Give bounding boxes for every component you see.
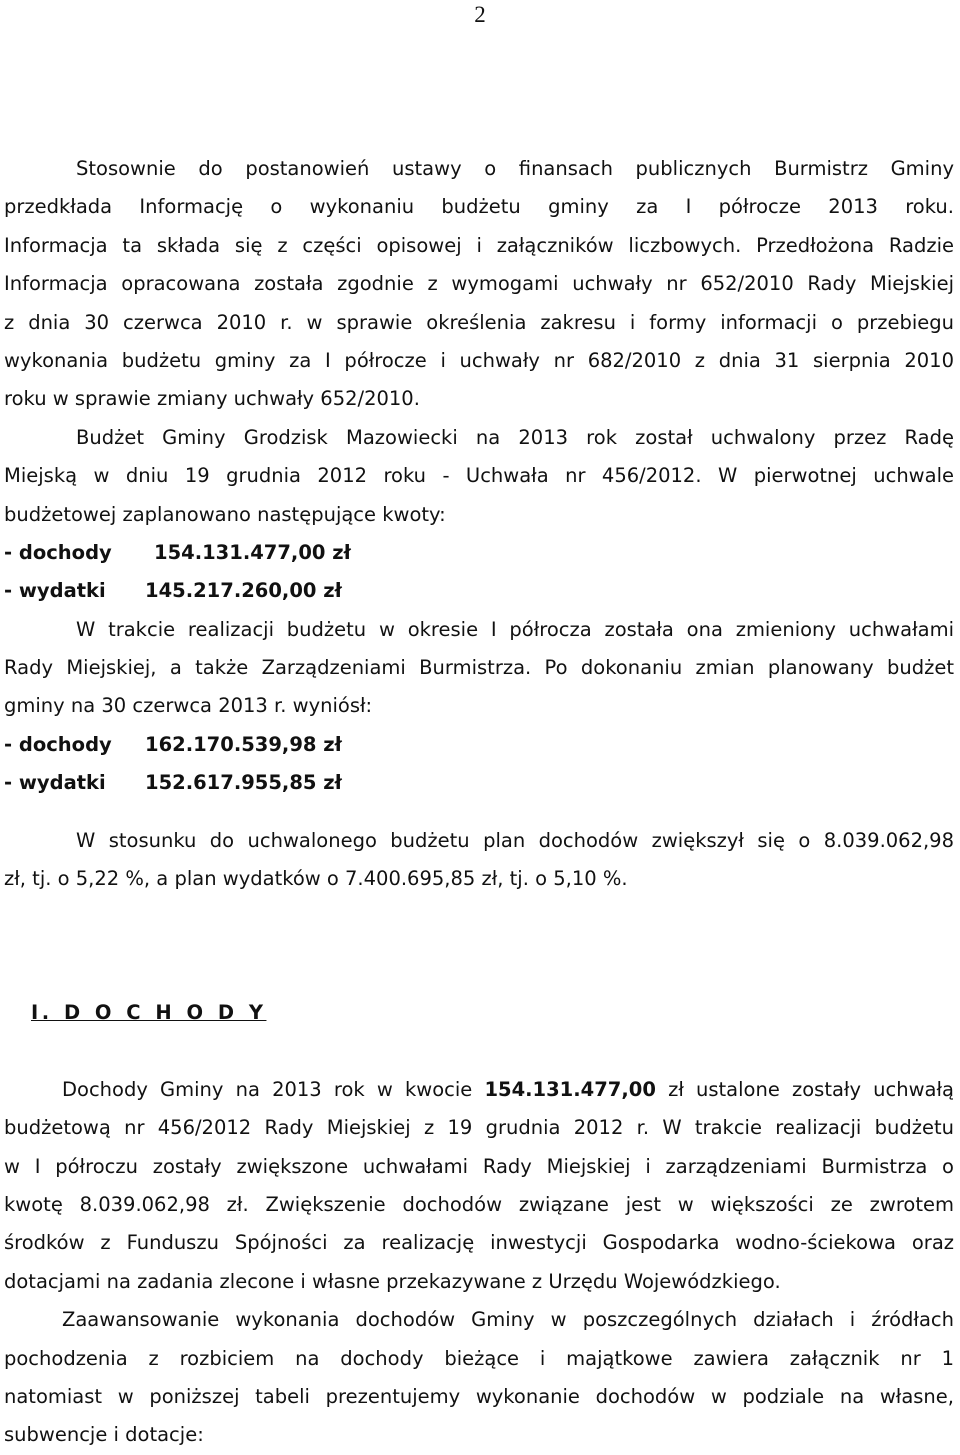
- text-line: dotacjami na zadania zlecone i własne przekazywane z Urzędu Wojewódzkiego.: [4, 1269, 781, 1293]
- amended-amounts: [4, 726, 954, 803]
- text-line: kwotę 8.039.062,98 zł. Zwiększenie dochodów związane jest w większości ze zwrotem: [4, 1192, 954, 1216]
- text-line: środków z Funduszu Spójności za realizację inwestycji Gospodarka wodno-ściekowa oraz: [4, 1231, 954, 1255]
- text-run: Dochody Gminy na 2013 rok w kwocie: [62, 1077, 485, 1101]
- paragraph-intro: [4, 150, 954, 419]
- planned-income-row: [4, 534, 954, 572]
- section-heading: I. D O C H O D Y: [31, 1001, 267, 1025]
- document-body: [4, 150, 954, 1455]
- amended-expense-row: [4, 764, 954, 802]
- text-run: zł ustalone zostały uchwałą: [655, 1077, 954, 1101]
- paragraph-comparison: [4, 822, 954, 899]
- text-line: Zaawansowanie wykonania dochodów Gminy w poszczególnych działach i źródłach: [62, 1308, 954, 1332]
- amended-income-row: [4, 726, 954, 764]
- text-line: Miejską w dniu 19 grudnia 2012 roku - Uchwała nr 456/2012. W pierwotnej uchwale: [4, 464, 954, 488]
- spacer: [4, 803, 954, 822]
- planned-expense-value: 145.217.260,00 zł: [145, 579, 342, 603]
- text-line: Informacja opracowana została zgodnie z wymogami uchwały nr 652/2010 Rady Miejskiej: [4, 272, 954, 296]
- text-line: W stosunku do uchwalonego budżetu plan dochodów zwiększył się o 8.039.062,98: [76, 828, 954, 852]
- text-line: przedkłada Informację o wykonaniu budżetu gminy za I półrocze 2013 roku.: [4, 195, 954, 219]
- amended-expense-value: 152.617.955,85 zł: [145, 771, 342, 795]
- text-line: zł, tj. o 5,22 %, a plan wydatków o 7.400.695,85 zł, tj. o 5,10 %.: [4, 867, 628, 891]
- paragraph-income: [4, 1071, 954, 1301]
- text-line: roku w sprawie zmiany uchwały 652/2010.: [4, 387, 420, 411]
- text-line: subwencje i dotacje:: [4, 1423, 204, 1447]
- text-line: w I półroczu zostały zwiększone uchwałami Rady Miejskiej i zarządzeniami Burmistrza o: [4, 1154, 954, 1178]
- page-number: 2: [474, 2, 486, 27]
- planned-amounts: [4, 534, 954, 611]
- text-line: budżetową nr 456/2012 Rady Miejskiej z 19 grudnia 2012 r. W trakcie realizacji budżetu: [4, 1116, 954, 1140]
- amended-income-label: - dochody: [4, 732, 112, 756]
- text-line: natomiast w poniższej tabeli prezentujemy wykonanie dochodów w podziale na własne,: [4, 1384, 954, 1408]
- planned-income-label: - dochody: [4, 540, 112, 564]
- text-line: gminy na 30 czerwca 2013 r. wyniósł:: [4, 694, 373, 718]
- planned-expense-label: - wydatki: [4, 579, 106, 603]
- amended-expense-label: - wydatki: [4, 771, 106, 795]
- spacer: [4, 1033, 954, 1071]
- text-line: wykonania budżetu gminy za I półrocze i uchwały nr 682/2010 z dnia 31 sierpnia 2010: [4, 348, 954, 372]
- paragraph-budget-adopted: [4, 419, 954, 534]
- text-line: z dnia 30 czerwca 2010 r. w sprawie określenia zakresu i formy informacji o przebiegu: [4, 310, 954, 334]
- text-line: budżetowej zaplanowano następujące kwoty:: [4, 502, 446, 526]
- text-line: Informacja ta składa się z części opisowej i załączników liczbowych. Przedłożona Radzie: [4, 233, 954, 257]
- text-line: [4, 1071, 954, 1109]
- text-line: Rady Miejskiej, a także Zarządzeniami Burmistrza. Po dokonaniu zmian planowany budżet: [4, 656, 954, 680]
- amended-income-value: 162.170.539,98 zł: [145, 732, 342, 756]
- text-line: Budżet Gminy Grodzisk Mazowiecki na 2013 rok został uchwalony przez Radę: [76, 425, 954, 449]
- text-line: Stosownie do postanowień ustawy o finansach publicznych Burmistrz Gminy: [76, 157, 954, 180]
- planned-expense-row: [4, 572, 954, 610]
- income-amount: 154.131.477,00: [484, 1077, 656, 1101]
- paragraph-budget-changes: [4, 611, 954, 726]
- text-line: W trakcie realizacji budżetu w okresie I półrocza została ona zmieniony uchwałami: [76, 617, 954, 641]
- paragraph-income-progress: [4, 1301, 954, 1455]
- text-line: pochodzenia z rozbiciem na dochody bieżące i majątkowe zawiera załącznik nr 1: [4, 1346, 954, 1370]
- spacer: [4, 898, 954, 994]
- planned-income-value: 154.131.477,00 zł: [154, 540, 351, 564]
